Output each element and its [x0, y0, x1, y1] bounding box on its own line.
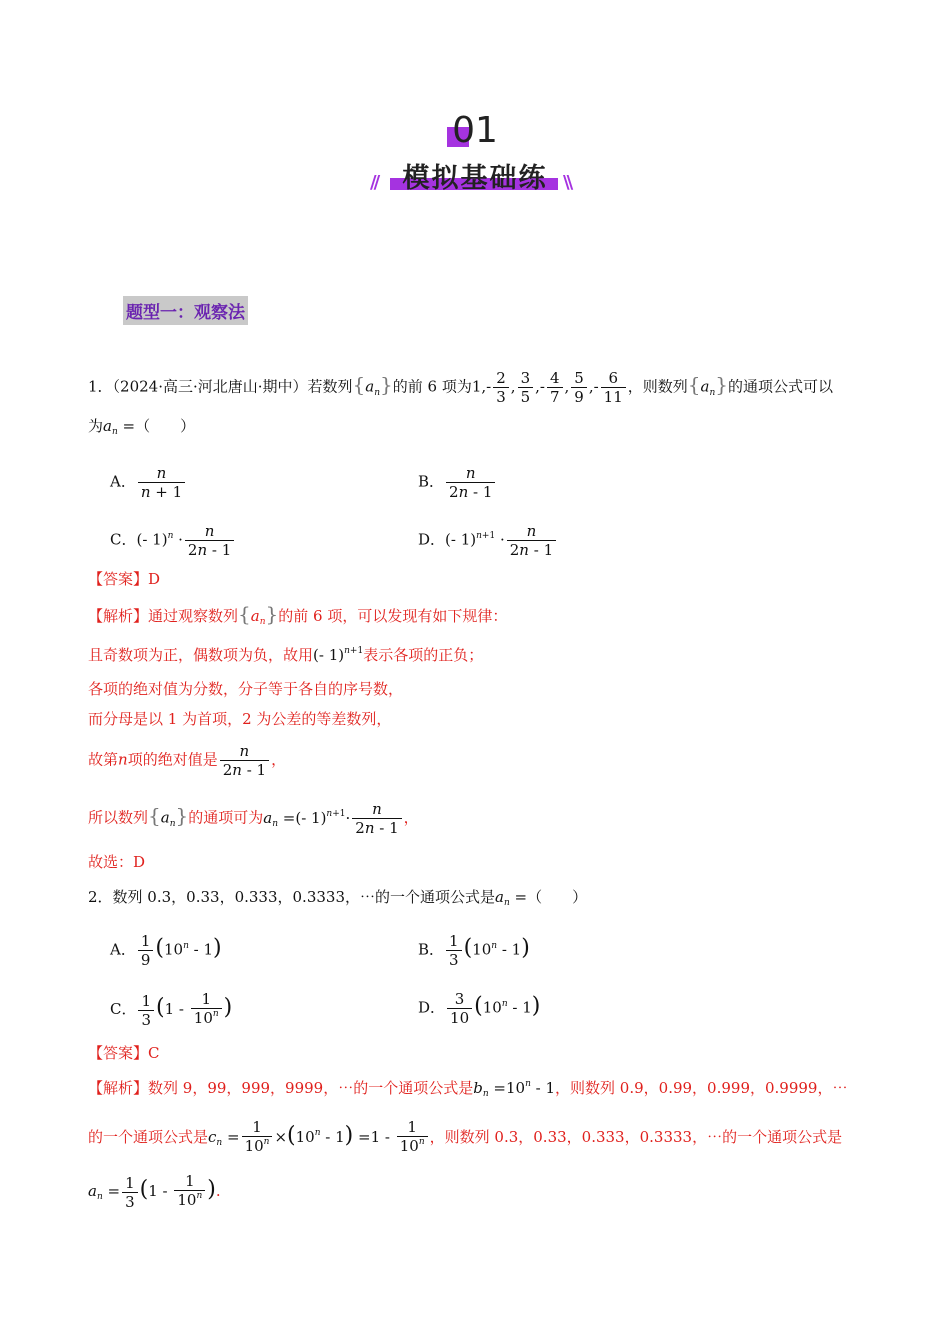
q1-stem-line1: 1．（2024·高三·河北唐山·期中）若数列$\{a_n\}$的前 6 项为1,- $\frac{2}{3}$ , $\frac{3}{5}$ ,- $\frac{4}{7}$ , $\frac{5}{9}$ ,- $\frac{6}{11}$ ，则数列$\{a_n\}$的通项公式可以 — [88, 369, 834, 406]
q2-option-d[interactable]: D． $\frac{3}{10}$ (10$^n$ - 1) — [418, 990, 541, 1027]
q1-analysis-line4: 而分母是以 1 为首项，2 为公差的等差数列， — [88, 710, 392, 728]
banner-right-slash-icon: \\ — [563, 172, 571, 193]
q1-option-d[interactable]: D．(- 1)$^{n+1}$ · $\frac{n}{2n - 1}$ — [418, 522, 558, 559]
q2-option-c[interactable]: C． $\frac{1}{3}$ (1 - $\frac{1}{10^n}$ ) — [110, 990, 233, 1029]
q1-stem-line2: 为$a_n$ =（ ） — [88, 417, 196, 437]
q1-option-b[interactable]: B． $\frac{n}{2n - 1}$ — [418, 464, 497, 501]
q2-option-b[interactable]: B． $\frac{1}{3}$ (10$^n$ - 1) — [418, 932, 530, 969]
q2-stem: 2．数列 0.3，0.33，0.333，0.3333，⋯的一个通项公式是$a_n$ =（ ） — [88, 888, 588, 908]
q1-conclusion: 故选：D — [88, 853, 146, 871]
q1-term-1: 1, — [471, 377, 487, 396]
q1-analysis-line2: 且奇数项为正，偶数项为负，故用(- 1)$^{n+1}$表示各项的正负； — [88, 646, 484, 664]
q1-analysis-line1: 【解析】通过观察数列$\{a_n\}$的前 6 项，可以发现有如下规律： — [88, 602, 508, 627]
banner-left-slash-icon: // — [370, 172, 378, 193]
q1-option-a[interactable]: A． $\frac{n}{n + 1}$ — [110, 464, 187, 501]
q1-analysis-line5: 故第n项的绝对值是 $\frac{n}{2n - 1}$ ， — [88, 742, 287, 779]
q1-option-c[interactable]: C．(- 1)$^n$ · $\frac{n}{2n - 1}$ — [110, 522, 236, 559]
q1-analysis-line3: 各项的绝对值为分数，分子等于各自的序号数， — [88, 680, 404, 698]
q2-analysis-line1: 【解析】数列 9，99，999，9999，⋯的一个通项公式是$b_n =10^n - 1$，则数列 0.9，0.99，0.999，0.9999，⋯ — [88, 1079, 848, 1099]
q2-answer: 【答案】C — [88, 1044, 160, 1062]
banner-number: 01 — [452, 110, 498, 151]
q1-answer: 【答案】D — [88, 570, 161, 588]
q2-option-a[interactable]: A． $\frac{1}{9}$ (10$^n$ - 1) — [110, 932, 222, 969]
section-title: 题型一：观察法 — [123, 296, 248, 325]
q1-analysis-line6: 所以数列$\{a_n\}$的通项可为$a_n$ =(- 1)$^{n+1}$· $\frac{n}{2n - 1}$ ， — [88, 800, 419, 837]
banner-title: 模拟基础练 — [402, 163, 548, 194]
q2-analysis-line2: 的一个通项公式是$c_n$ = $\frac{1}{10^n}$ $\times(10^n - 1) =1$ - $\frac{1}{10^n}$ ，则数列 0.3，0.33，0.333，0.3333，⋯的一个通项公式是 — [88, 1118, 843, 1155]
q2-analysis-line3: $a_n$ = $\frac{1}{3}$ (1 - $\frac{1}{10^n}$ ). — [88, 1172, 221, 1211]
